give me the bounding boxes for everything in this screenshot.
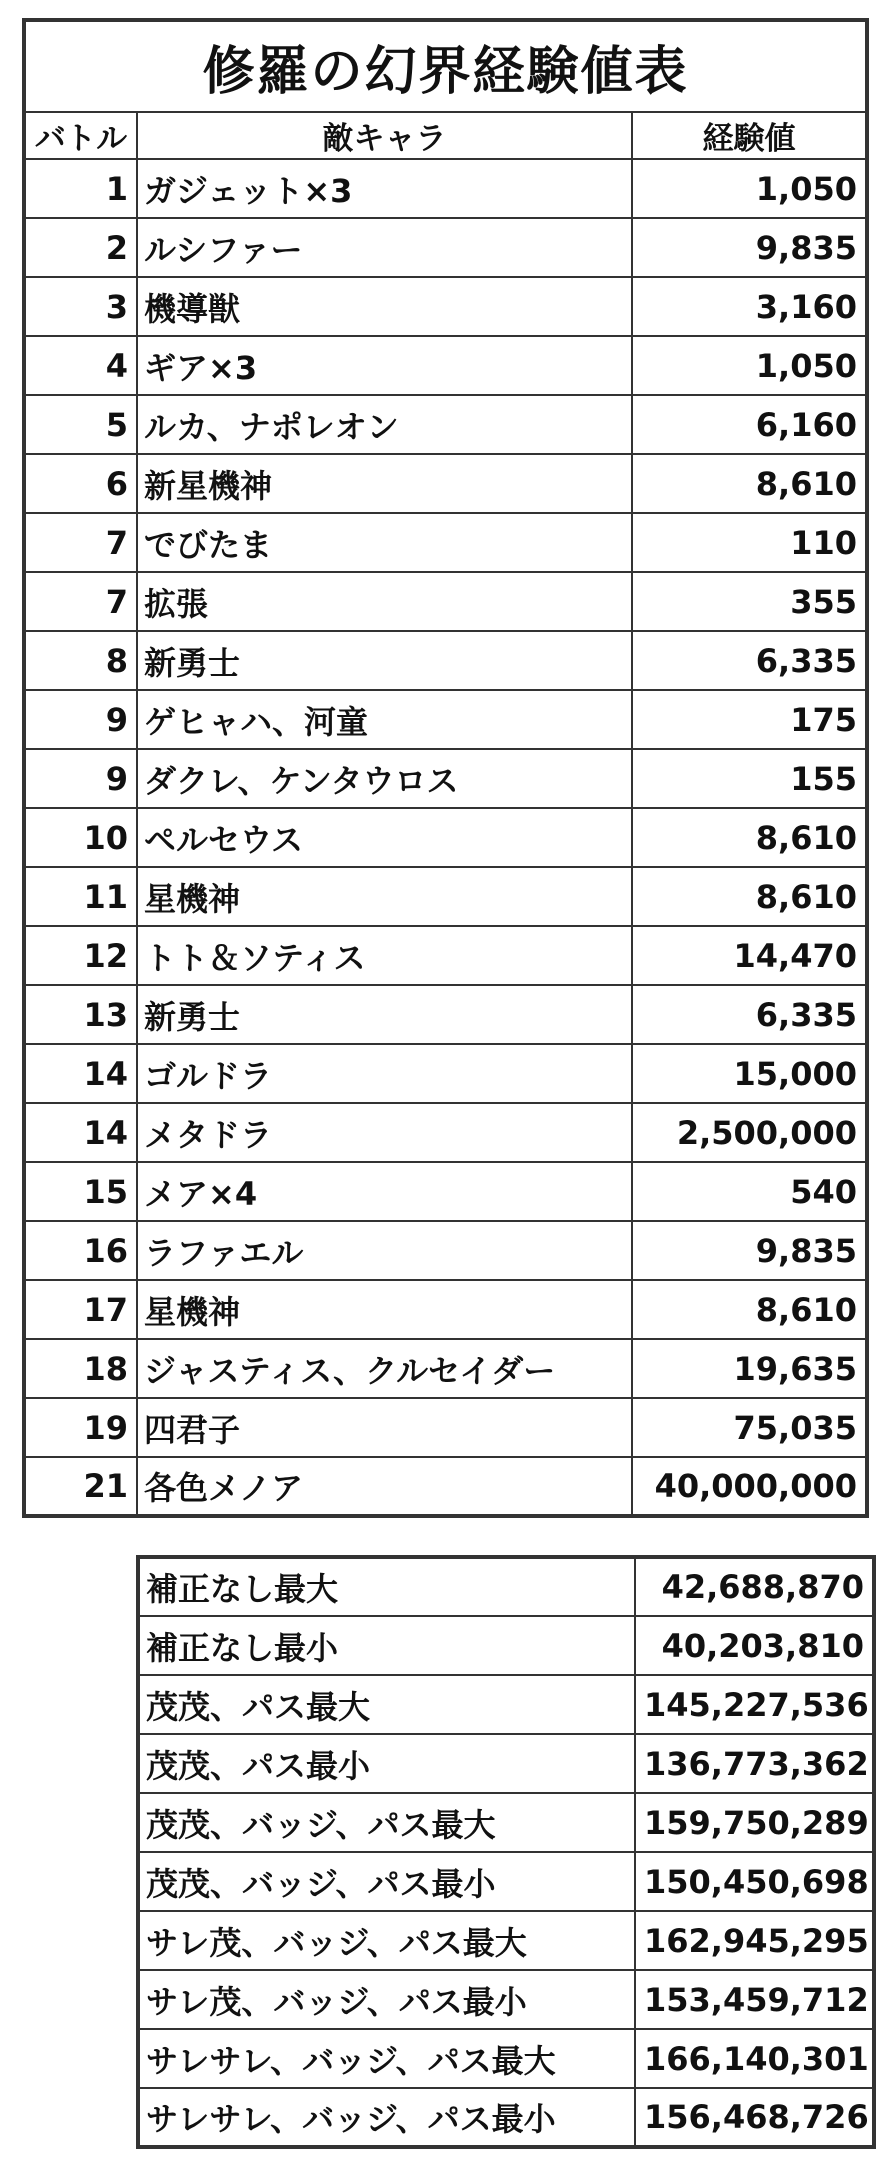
header-row — [24, 112, 867, 159]
table-row — [24, 395, 867, 454]
table-row — [24, 808, 867, 867]
totals-label: 茂茂、バッジ、パス最小 — [138, 1852, 635, 1911]
exp-cell: 355 — [632, 572, 867, 631]
battle-cell: 18 — [24, 1339, 137, 1398]
table-row — [24, 1339, 867, 1398]
exp-cell: 15,000 — [632, 1044, 867, 1103]
header-battle: バトル — [24, 112, 137, 159]
exp-cell: 40,000,000 — [632, 1457, 867, 1516]
totals-label: 茂茂、パス最小 — [138, 1734, 635, 1793]
battle-cell: 7 — [24, 572, 137, 631]
table-title: 修羅の幻界経験値表 — [24, 20, 867, 112]
exp-cell: 3,160 — [632, 277, 867, 336]
table-row — [24, 690, 867, 749]
title-row — [24, 20, 867, 112]
table-row — [24, 749, 867, 808]
totals-row — [138, 1675, 874, 1734]
table-row — [24, 336, 867, 395]
exp-cell: 1,050 — [632, 159, 867, 218]
totals-label: サレサレ、バッジ、パス最大 — [138, 2029, 635, 2088]
enemy-cell: 各色メノア — [137, 1457, 632, 1516]
enemy-cell: ルカ、ナポレオン — [137, 395, 632, 454]
battle-cell: 16 — [24, 1221, 137, 1280]
exp-cell: 14,470 — [632, 926, 867, 985]
exp-cell: 2,500,000 — [632, 1103, 867, 1162]
battle-cell: 15 — [24, 1162, 137, 1221]
enemy-cell: 四君子 — [137, 1398, 632, 1457]
enemy-cell: 星機神 — [137, 867, 632, 926]
totals-value: 153,459,712 — [635, 1970, 874, 2029]
table-row — [24, 454, 867, 513]
battle-cell: 10 — [24, 808, 137, 867]
exp-cell: 155 — [632, 749, 867, 808]
header-exp: 経験値 — [632, 112, 867, 159]
battle-cell: 13 — [24, 985, 137, 1044]
battle-cell: 2 — [24, 218, 137, 277]
enemy-cell: でびたま — [137, 513, 632, 572]
totals-value: 156,468,726 — [635, 2088, 874, 2147]
battle-cell: 6 — [24, 454, 137, 513]
totals-table — [136, 1555, 876, 2149]
battle-cell: 9 — [24, 690, 137, 749]
exp-cell: 540 — [632, 1162, 867, 1221]
exp-cell: 6,160 — [632, 395, 867, 454]
enemy-cell: ダクレ、ケンタウロス — [137, 749, 632, 808]
exp-cell: 9,835 — [632, 218, 867, 277]
battle-cell: 7 — [24, 513, 137, 572]
totals-value: 136,773,362 — [635, 1734, 874, 1793]
enemy-cell: メタドラ — [137, 1103, 632, 1162]
header-enemy: 敵キャラ — [137, 112, 632, 159]
totals-table-body — [138, 1557, 874, 2147]
battle-cell: 3 — [24, 277, 137, 336]
battle-cell: 21 — [24, 1457, 137, 1516]
battle-cell: 1 — [24, 159, 137, 218]
totals-value: 40,203,810 — [635, 1616, 874, 1675]
enemy-cell: 機導獣 — [137, 277, 632, 336]
experience-table-body — [24, 20, 867, 1516]
enemy-cell: ゲヒャハ、河童 — [137, 690, 632, 749]
battle-cell: 11 — [24, 867, 137, 926]
totals-label: 補正なし最大 — [138, 1557, 635, 1616]
battle-cell: 14 — [24, 1044, 137, 1103]
battle-cell: 14 — [24, 1103, 137, 1162]
table-row — [24, 277, 867, 336]
battle-cell: 8 — [24, 631, 137, 690]
totals-label: サレ茂、バッジ、パス最小 — [138, 1970, 635, 2029]
totals-label: 補正なし最小 — [138, 1616, 635, 1675]
table-row — [24, 1103, 867, 1162]
totals-row — [138, 1911, 874, 1970]
enemy-cell: 拡張 — [137, 572, 632, 631]
totals-row — [138, 1734, 874, 1793]
table-row — [24, 1280, 867, 1339]
battle-cell: 12 — [24, 926, 137, 985]
table-row — [24, 867, 867, 926]
enemy-cell: ジャスティス、クルセイダー — [137, 1339, 632, 1398]
table-row — [24, 1044, 867, 1103]
exp-cell: 175 — [632, 690, 867, 749]
battle-cell: 19 — [24, 1398, 137, 1457]
totals-row — [138, 1970, 874, 2029]
enemy-cell: 新勇士 — [137, 985, 632, 1044]
enemy-cell: ゴルドラ — [137, 1044, 632, 1103]
totals-value: 162,945,295 — [635, 1911, 874, 1970]
totals-label: 茂茂、バッジ、パス最大 — [138, 1793, 635, 1852]
table-row — [24, 1398, 867, 1457]
totals-label: 茂茂、パス最大 — [138, 1675, 635, 1734]
table-row — [24, 926, 867, 985]
enemy-cell: メア×4 — [137, 1162, 632, 1221]
table-row — [24, 985, 867, 1044]
enemy-cell: ギア×3 — [137, 336, 632, 395]
enemy-cell: トト＆ソティス — [137, 926, 632, 985]
enemy-cell: ラファエル — [137, 1221, 632, 1280]
enemy-cell: 星機神 — [137, 1280, 632, 1339]
totals-value: 166,140,301 — [635, 2029, 874, 2088]
enemy-cell: ペルセウス — [137, 808, 632, 867]
exp-cell: 9,835 — [632, 1221, 867, 1280]
battle-cell: 4 — [24, 336, 137, 395]
battle-cell: 17 — [24, 1280, 137, 1339]
totals-row — [138, 1557, 874, 1616]
table-row — [24, 159, 867, 218]
experience-table — [22, 18, 869, 1518]
enemy-cell: ルシファー — [137, 218, 632, 277]
totals-value: 150,450,698 — [635, 1852, 874, 1911]
totals-row — [138, 1616, 874, 1675]
totals-value: 159,750,289 — [635, 1793, 874, 1852]
table-row — [24, 631, 867, 690]
exp-cell: 6,335 — [632, 985, 867, 1044]
exp-cell: 110 — [632, 513, 867, 572]
battle-cell: 5 — [24, 395, 137, 454]
totals-row — [138, 2088, 874, 2147]
totals-row — [138, 1793, 874, 1852]
exp-cell: 19,635 — [632, 1339, 867, 1398]
table-row — [24, 1162, 867, 1221]
enemy-cell: 新星機神 — [137, 454, 632, 513]
exp-cell: 1,050 — [632, 336, 867, 395]
totals-row — [138, 2029, 874, 2088]
enemy-cell: ガジェット×3 — [137, 159, 632, 218]
totals-value: 145,227,536 — [635, 1675, 874, 1734]
table-row — [24, 1457, 867, 1516]
exp-cell: 8,610 — [632, 808, 867, 867]
exp-cell: 6,335 — [632, 631, 867, 690]
exp-cell: 8,610 — [632, 1280, 867, 1339]
table-row — [24, 1221, 867, 1280]
table-row — [24, 513, 867, 572]
exp-cell: 75,035 — [632, 1398, 867, 1457]
enemy-cell: 新勇士 — [137, 631, 632, 690]
table-row — [24, 218, 867, 277]
table-row — [24, 572, 867, 631]
totals-row — [138, 1852, 874, 1911]
exp-cell: 8,610 — [632, 867, 867, 926]
totals-label: サレサレ、バッジ、パス最小 — [138, 2088, 635, 2147]
exp-cell: 8,610 — [632, 454, 867, 513]
battle-cell: 9 — [24, 749, 137, 808]
totals-value: 42,688,870 — [635, 1557, 874, 1616]
totals-label: サレ茂、バッジ、パス最大 — [138, 1911, 635, 1970]
